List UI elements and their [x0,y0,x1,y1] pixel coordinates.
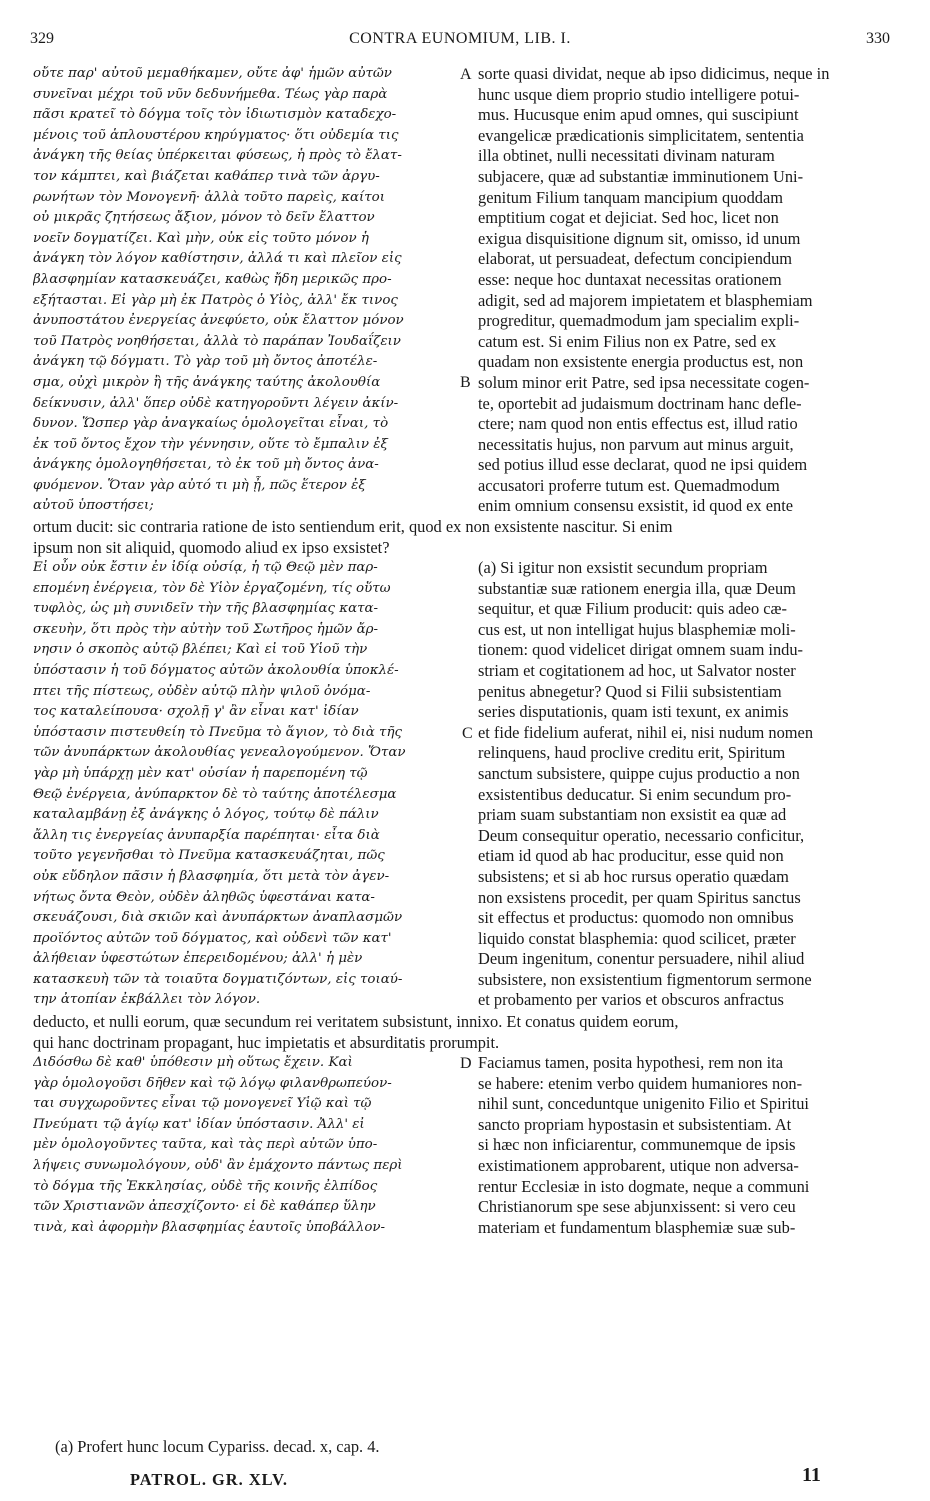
greek-column-block-2 [33,558,458,1011]
text-line: rentur Ecclesiæ in isto dogmate, neque a communi [478,1176,810,1196]
text-line: τῶν ἀνυπάρκτων ἀκολουθίας γενεαλογούμενον. Ὅταν [33,745,406,761]
text-line: φυόμενον. Ὅταν γὰρ αὐτό τι μὴ ᾖ, πῶς ἕτερον ἐξ [33,477,366,493]
text-line: substantiæ suæ rationem energia illa, quæ Deum [478,578,796,598]
text-line: catum est. Si enim Filius non ex Patre, sed ex [478,331,777,351]
text-line: ἀλήθειαν ὑφεστώτων ἐπερειδομένου; ἀλλ' ἡ μὲν [33,951,363,967]
section-marker-a: A [460,66,472,83]
text-line: τος καταλείπουσα· σχολῇ γ' ἂν εἶναι κατ' ἰδίαν [33,704,359,720]
text-line: νήτως ὄντα Θεὸν, οὐδὲν ἀληθῶς ὑφεστάναι κατα- [33,889,375,905]
text-line: ἀνάγκη τῷ δόγματι. Τὸ γὰρ τοῦ μὴ ὄντος ἀποτέλε- [33,354,378,370]
text-line: αὐτοῦ ὑποστήσει; [33,498,154,514]
text-line: νησιν ὁ σκοπὸς αὐτῷ βλέπει; Καὶ εἰ τοῦ Υἱοῦ τὴν [33,642,368,658]
text-line: πτει τῆς πίστεως, οὐδὲν αὐτῷ πλὴν ψιλοῦ ὀνόμα- [33,683,371,699]
text-line: deducto, et nulli eorum, quæ secundum rei veritatem subsistunt, innixo. Et conatus quidem eorum, [33,1012,679,1031]
text-line: relinquens, haud proclive creditu erit, Spiritum [478,743,786,763]
text-line: μένοις τοῦ ἁπλουστέρου κηρύγματος· ὅτι οὐδεμία τις [33,127,399,143]
text-line: μὲν ὁμολογοῦντες ταῦτα, καὶ τὰς περὶ αὐτῶν ὑπο- [33,1137,378,1153]
text-line: existimationem approbarent, utique non adversa- [478,1155,799,1175]
text-line: accusatori proferre tutum est. Quemadmodum [478,475,780,495]
text-line: γὰρ ὁμολογοῦσι δῆθεν καὶ τῷ λόγῳ φιλανθρωπεύον- [33,1075,392,1091]
text-line: sequitur, et quæ Filium producit: quis adeo cæ- [478,599,787,619]
text-line: γὰρ μὴ ὑπάρχῃ μὲν κατ' οὐσίαν ἡ παρεπομένη τῷ [33,765,368,781]
text-line: Θεῷ ἐνέργεια, ἀνύπαρκτον δὲ τὸ ταύτης ἀποτέλεσμα [33,786,397,802]
text-line: δείκνυσιν, ἀλλ' ὅπερ οὐδὲ κατηγοροῦντι λέγειν ἀκίν- [33,395,399,411]
text-line: adigit, sed ad majorem impietatem et blasphemiam [478,290,813,310]
text-line: ctere; nam quod non entis effectus est, illud ratio [478,414,798,434]
latin-column-block-2 [478,558,896,1011]
text-line: οὔτε παρ' αὐτοῦ μεμαθήκαμεν, οὔτε ἀφ' ἡμῶν αὐτῶν [33,66,392,81]
greek-column-block-3 [33,1053,458,1238]
text-line: sit effectus et productus: quomodo non omnibus [478,908,794,928]
text-line: (a) Si igitur non exsistit secundum propriam [478,558,768,577]
latin-column-block-1 [478,64,896,517]
text-line: necessitatis hujus, non parvum aut minus arguit, [478,434,794,454]
text-line: hunc usque diem proprio studio intelligere potui- [478,84,800,104]
text-line: exsistentibus deducatur. Si enim secundum pro- [478,784,792,804]
text-line: tionem: quod videlicet dirigat omnem suam indu- [478,640,804,660]
text-line: ἄλλη τις ἐνεργείας ἀνυπαρξία παρέπηται· εἶτα διὰ [33,827,380,843]
text-line: penitus abnegetur? Quod si Filii subsistentiam [478,681,782,701]
text-line: se habere: etenim verbo quidem humaniores non- [478,1073,803,1093]
text-line: Faciamus tamen, posita hypothesi, rem non ita [478,1053,783,1072]
text-line: et fide fidelium auferat, nihil ei, nisi nudum nomen [478,722,814,742]
section-marker-c: C [462,725,473,742]
text-line: ὑπόστασιν πιστευθείη τὸ Πνεῦμα τὸ ἅγιον, τὸ διὰ τῆς [33,724,402,740]
text-line: τὸ δόγμα τῆς Ἐκκλησίας, οὐδὲ τῆς κοινῆς ἐλπίδος [33,1178,378,1194]
text-line: τον κάμπτει, καὶ βιάζεται καθάπερ τινὰ τῶν ἀργυ- [33,168,380,184]
text-line: materiam et fundamentum blasphemiæ suæ sub- [478,1217,796,1237]
text-line: ipsum non sit aliquid, quomodo aliud ex ipso exsistet? [33,537,390,557]
text-line: sancto propriam hypostasin et subsistentiam. At [478,1114,792,1134]
text-line: etiam id quod ab hac producitur, esse quid non [478,846,784,866]
text-line: si hæc non inficiarentur, communemque de ipsis [478,1135,796,1155]
text-line: επομένη ἐνέργεια, τὸν δὲ Υἱὸν ἐργαζομένη, τίς οὕτω [33,580,391,596]
text-line: τοῦτο γεγενῆσθαι τὸ Πνεῦμα κατασκευάζηται, πῶς [33,848,385,864]
text-line: priam suam substantiam non exsistit ea quæ ad [478,805,787,825]
text-line: εξήτασται. Εἰ γὰρ μὴ ἐκ Πατρὸς ὁ Υἱὸς, ἀλλ' ἔκ τινος [33,292,398,308]
text-line: subsistere, non exsistentium figmentorum sermone [478,969,812,989]
page-number-right: 330 [866,30,890,47]
text-line: πᾶσι κρατεῖ τὸ δόγμα τοῖς τὸν ἰδιωτισμὸν καταδεχο- [33,107,397,123]
full-width-text-2 [33,1012,895,1053]
text-line: exigua disquisitione dignum sit, omisso, id unum [478,228,801,248]
footnote: (a) Profert hunc locum Cypariss. decad. x, cap. 4. [55,1437,380,1456]
running-header [30,30,890,54]
full-width-text-1 [33,517,895,558]
text-line: liquido constat blasphemia: quod scilicet, præter [478,928,796,948]
text-line: ἀνάγκη τὸν λόγον καθίστησιν, ἀλλά τι καὶ πλεῖον εἰς [33,251,402,267]
text-line: evangelicæ prædicationis simplicitatem, sententia [478,125,804,145]
text-line: series disputationis, quam isti texunt, ex animis [478,702,789,722]
text-line: cus est, ut non intelligat hujus blasphemiæ moli- [478,619,796,639]
text-line: βλασφημίαν κατασκευάζει, καθὼς ἤδη μερικῶς προ- [33,271,392,287]
text-line: κατασκευὴ τῶν τὰ τοιαῦτα δογματιζόντων, εἰς τοιαύ- [33,971,403,987]
text-line: non exsistens procedit, per quam Spiritus sanctus [478,887,801,907]
section-marker-d: D [460,1055,472,1072]
text-line: nihil sunt, conceduntque unigenito Filio et Spiritui [478,1094,809,1114]
text-line: ἐκ τοῦ ὄντος ἔχον τὴν γέννησιν, οὕτε τὸ ἔμπαλιν ἐξ [33,436,388,452]
text-line: σμα, οὐχὶ μικρὸν ἢ τῆς ἀνάγκης ταύτης ἀκολουθία [33,374,381,390]
text-line: te, oportebit ad judaismum doctrinam hanc defle- [478,393,802,413]
series-signature: PATROL. GR. XLV. [130,1470,288,1489]
section-marker-b: B [460,374,471,391]
text-line: την ἀτοπίαν ἐκβάλλει τὸν λόγον. [33,992,261,1008]
running-title: CONTRA EUNOMIUM, LIB. I. [349,30,571,47]
text-line: emptitium cogat et dejiciat. Sed hoc, licet non [478,208,779,228]
text-line: προϊόντος αὐτῶν τοῦ δόγματος, καὶ οὐδενὶ τῶν κατ' [33,930,392,946]
text-line: λήψεις συνωμολόγουν, οὐδ' ἂν ἐμάχοντο πάντως περὶ [33,1157,403,1173]
text-line: τῶν Χριστιανῶν ἀπεσχίζοντο· εἰ δὲ καθάπερ ὕλην [33,1199,376,1215]
text-line: οὐ μικρᾶς ζητήσεως ἄξιον, μόνον τὸ δεῖν ἔλαττον [33,210,375,226]
text-line: Deum consequitur operatio, necessario conficitur, [478,825,805,845]
text-line: qui hanc doctrinam propagant, huc impietatis et absurditatis prorumpit. [33,1032,500,1052]
text-line: Εἰ οὖν οὐκ ἔστιν ἐν ἰδίᾳ οὐσίᾳ, ἡ τῷ Θεῷ μὲν παρ- [33,560,378,575]
text-line: elaborat, ut persuadeat, defectum concipiendum [478,249,793,269]
text-line: νοεῖν δογματίζει. Καὶ μὴν, οὐκ εἰς τοῦτο μόνον ἡ [33,230,369,246]
text-line: δυνον. Ὥσπερ γὰρ ἀναγκαίως ὁμολογεῖται εἶναι, τὸ [33,416,389,432]
text-line: οὐκ εὔδηλον πᾶσιν ἡ βλασφημία, ὅτι μετὰ τὸν ἀγεν- [33,868,390,884]
text-line: ἀνάγκη τῆς θείας ὑπέρκειται φύσεως, ἡ πρὸς τὸ ἔλατ- [33,148,402,164]
text-line: συνεῖναι μέχρι τοῦ νῦν δεδυνήμεθα. Τέως γὰρ παρὰ [33,86,388,102]
text-line: ται συγχωροῦντες εἶναι τῷ μονογενεῖ Υἱῷ καὶ τῷ [33,1096,372,1112]
text-line: et probamento per varios et obscuros anfractus [478,990,784,1010]
page-number-left: 329 [30,30,54,47]
text-line: illa obtinet, nulli necessitati divinam naturam [478,146,775,166]
text-line: τοῦ Πατρὸς νοηθήσεται, ἀλλὰ τὸ παράπαν Ἰουδαΐζειν [33,333,401,349]
text-line: ἀνάγκης ὁμολογηθήσεται, τὸ ἐκ τοῦ μὴ ὄντος ἀνα- [33,457,379,473]
text-line: τυφλὸς, ὡς μὴ συνιδεῖν τὴν τῆς βλασφημίας κατα- [33,601,379,617]
text-line: καταλαμβάνῃ ἐξ ἀνάγκης ὁ λόγος, τούτῳ δὲ πάλιν [33,807,379,823]
text-line: ortum ducit: sic contraria ratione de isto sentiendum erit, quod ex non exsistente nascitur. Si enim [33,517,673,536]
text-line: Christianorum spe sese abjunxissent: si vero ceu [478,1197,796,1217]
text-line: τινὰ, καὶ ἀφορμὴν βλασφημίας ἑαυτοῖς ὑποβάλλον- [33,1219,386,1235]
text-line: striam et cogitationem ad hoc, ut Salvator noster [478,660,796,680]
signature-number: 11 [802,1464,821,1486]
text-line: quadam non exsistente energia productus est, non [478,352,804,372]
text-line: ὑπόστασιν ἡ τοῦ δόγματος αὐτῶν ἀκολουθία ὑποκλέ- [33,662,399,678]
text-line: Διδόσθω δὲ καθ' ὑπόθεσιν μὴ οὕτως ἔχειν. Καὶ [33,1055,353,1070]
text-line: genitum Filium tanquam mancipium quoddam [478,187,784,207]
text-line: enim omnium consensu exsistit, id quod ex ente [478,496,794,516]
greek-column-block-1 [33,64,458,517]
text-line: sorte quasi dividat, neque ab ipso didicimus, neque in [478,64,830,83]
text-line: mus. Hucusque enim apud omnes, qui suscipiunt [478,105,799,125]
text-line: sanctum subsistere, quippe cujus productio a non [478,763,800,783]
text-line: σκευὴν, ὅτι πρὸς τὴν αὐτὴν τοῦ Σωτῆρος ἡμῶν ἄρ- [33,621,379,637]
text-line: solum minor erit Patre, sed ipsa necessitate cogen- [478,372,810,392]
text-line: Deum ingenitum, conentur persuadere, nihil aliud [478,949,805,969]
latin-column-block-3 [478,1053,896,1238]
text-line: progreditur, quemadmodum jam specialim expli- [478,311,800,331]
text-line: sed potius illud esse declarat, quod ne ipsi quidem [478,455,808,475]
text-line: subsistens; et si ab hoc rursus operatio quædam [478,866,789,886]
text-line: Πνεύματι τῷ ἁγίῳ κατ' ἰδίαν ὑπόστασιν. Ἀλλ' εἰ [33,1116,365,1132]
text-line: esse: neque hoc duntaxat necessitas orationem [478,269,782,289]
text-line: ρωνήτων τὸν Μονογενῆ· ἀλλὰ τοῦτο παρεὶς, καίτοι [33,189,385,205]
text-line: ἀνυποστάτου ἐνεργείας ἀνεφύετο, οὐκ ἔλαττον μόνον [33,313,404,329]
text-line: σκευάζουσι, διὰ σκιῶν καὶ ἀνυπάρκτων ἀναπλασμῶν [33,910,403,926]
text-line: subjacere, quæ ad substantiæ imminutionem Uni- [478,166,804,186]
